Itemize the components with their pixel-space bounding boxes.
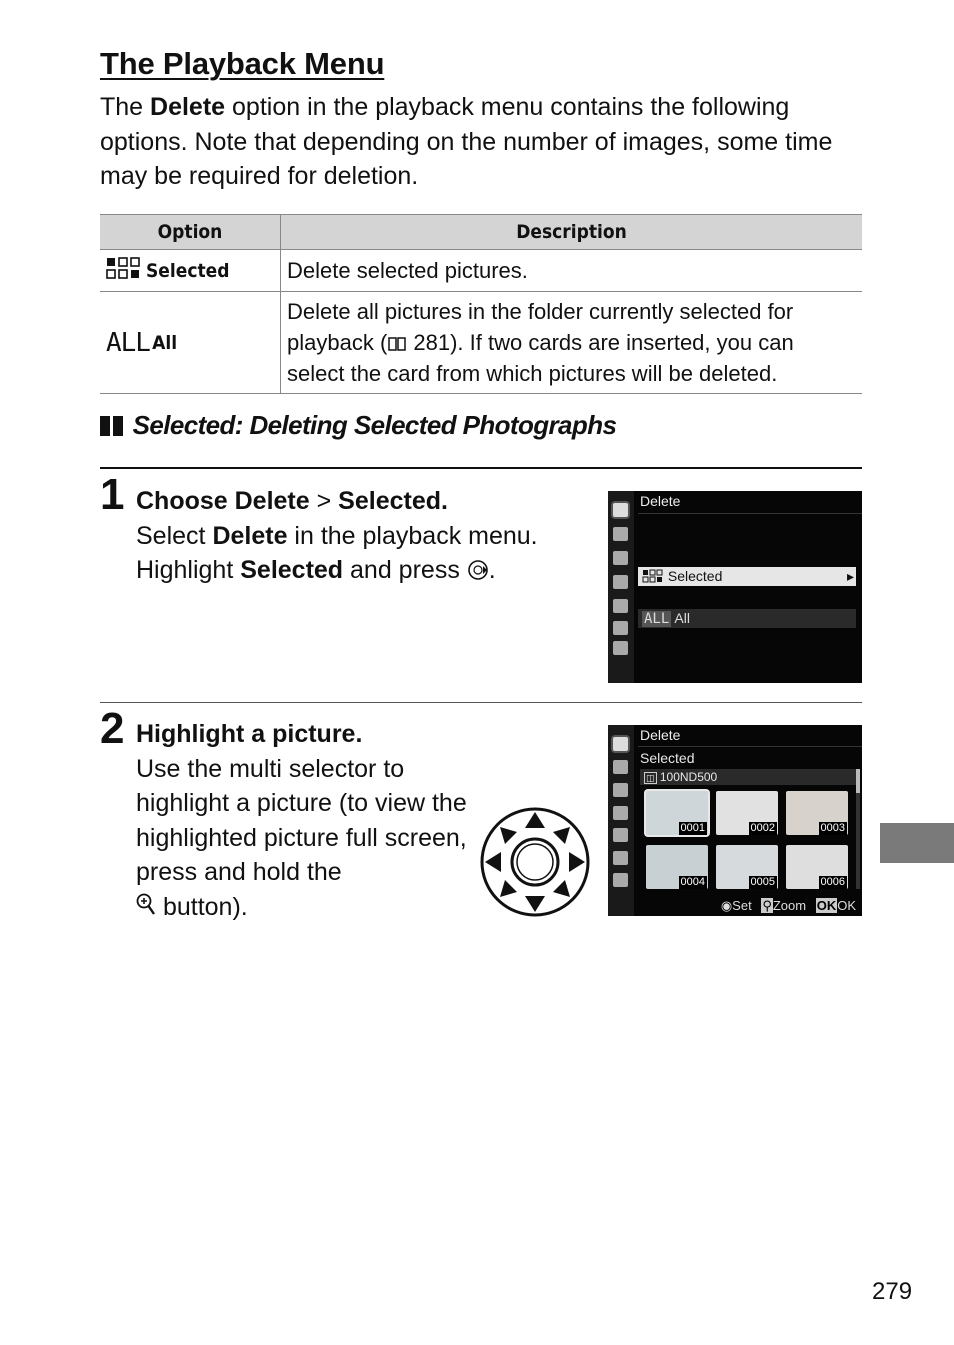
description-cell [281,292,863,394]
thumbnail[interactable] [786,845,848,889]
thumbnail-number: 0006 [820,876,845,888]
thumbnail[interactable] [786,791,848,835]
my-menu-icon [613,873,628,887]
intro-bold: Delete [150,93,226,121]
intro-text-rest: option in the playback menu contains the following options. Note that depending on the number of images, some time may be required for deletion. [100,93,833,190]
step2-number: 2 [100,704,125,753]
camera-screen-delete-menu [608,491,862,683]
menu-item-selected[interactable] [638,567,856,586]
step1-rule [100,467,862,469]
step2-body [136,752,471,925]
thumbnail-number: 0005 [750,876,775,888]
options-table [100,214,862,394]
zoom-in-icon: ⚲ [762,898,772,913]
step1-body-bold: Delete [212,521,288,550]
section-marker-icon [100,416,110,436]
thumbnail-number: 0002 [750,822,775,834]
step1-title-b1: Delete [234,487,310,515]
menu-item-all[interactable] [638,609,856,628]
playback-menu-icon [613,503,628,517]
scrollbar[interactable] [856,769,860,889]
table-header-row [100,215,862,250]
step2-body-text: Use the multi selector to highlight a picture (to view the highlighted picture full screen, press and hold the [136,754,467,886]
description-cell: Delete selected pictures. [281,250,863,292]
movie-menu-icon [613,783,628,797]
thumbnail[interactable] [646,845,708,889]
table-row [100,250,862,292]
menu-sidebar [608,491,634,683]
card-icon: ◫ [646,773,655,783]
playback-menu-icon [613,737,628,751]
intro-text: The [100,93,151,121]
selected-grid-icon [642,568,664,584]
step1-title-b2: Selected. [338,487,448,515]
step2-text [136,717,471,924]
my-menu-icon [613,641,628,655]
step1-body2-bold: Selected [240,556,344,584]
menu-sidebar [608,725,634,916]
all-icon: ALL [644,611,670,627]
folder-name: 100ND500 [659,770,718,784]
step1-title [136,484,596,519]
setup-menu-icon [613,828,628,842]
multi-selector-right-icon [467,556,489,584]
step1-body [136,519,596,588]
table-row [100,292,862,394]
shooting-menu-icon [613,760,628,774]
arrow-right-icon: ▸ [846,568,854,584]
screen-divider [638,513,862,514]
step1-body-post: in the playback menu. [287,521,538,550]
description-text-rest: 281). If two cards are inserted, you can select the card from which pictures will be deleted. [287,330,794,386]
camera-screen-thumbnails [608,725,862,916]
intro-paragraph [100,90,870,194]
step2-body-end: button). [156,892,248,921]
option-name: All [152,332,178,354]
page-title: The Playback Menu [100,46,385,81]
step1-title-pre: Choose [136,487,235,515]
header-option: Option [100,215,281,250]
setup-menu-icon [613,599,628,613]
step2-title: Highlight a picture. [136,720,363,748]
footer-zoom-label: Zoom [772,898,807,913]
step1-body-pre: Select [136,521,213,550]
subheading-text: Selected: Deleting Selected Photographs [132,410,617,440]
section-marker-icon [113,416,123,436]
header-description: Description [281,215,863,250]
footer-ok-label: OK [837,898,856,913]
movie-menu-icon [613,551,628,565]
step1-body2-end: . [488,556,496,584]
step1-title-sep: > [309,487,339,515]
menu-item-label: All [674,610,690,626]
all-icon: ALL [106,327,150,358]
step1-body2-post: and press [343,556,467,584]
section-subheading [100,410,616,441]
step1-body2-pre: Highlight [136,556,241,584]
selected-grid-icon [106,256,146,287]
option-name: Selected [146,260,230,282]
ok-button-icon: OK [816,898,837,913]
custom-settings-icon [613,575,628,589]
folder-bar [640,769,858,785]
thumbnail[interactable] [716,791,778,835]
page-number: 279 [872,1278,913,1305]
chapter-tab [880,823,954,863]
thumbnail-number: 0003 [820,822,845,834]
multi-selector-icon [479,806,591,918]
thumbnail-number: 0004 [680,876,705,888]
retouch-menu-icon [613,851,628,865]
screen-footer [634,896,862,916]
screen-title: Delete [640,727,681,743]
step2-rule [100,702,862,703]
thumbnail-number: 0001 [680,822,705,834]
thumbnail-highlighted[interactable] [646,791,708,835]
footer-set-label: Set [732,898,752,913]
screen-subtitle: Selected [640,750,695,766]
zoom-in-icon [136,893,156,921]
screen-title: Delete [640,493,681,509]
multi-selector-icon: ◉ [720,898,733,913]
book-icon [387,330,407,355]
thumbnail[interactable] [716,845,778,889]
description-text: Delete all pictures in the folder currently selected for playback ( [287,299,794,355]
option-cell [100,250,281,292]
option-cell [100,292,281,394]
step1-number: 1 [100,470,125,519]
screen-divider [638,746,862,747]
step1-text [136,484,596,588]
retouch-menu-icon [613,621,628,635]
custom-settings-icon [613,806,628,820]
menu-item-label: Selected [667,568,723,584]
scrollbar-thumb[interactable] [856,769,860,793]
shooting-menu-icon [613,527,628,541]
